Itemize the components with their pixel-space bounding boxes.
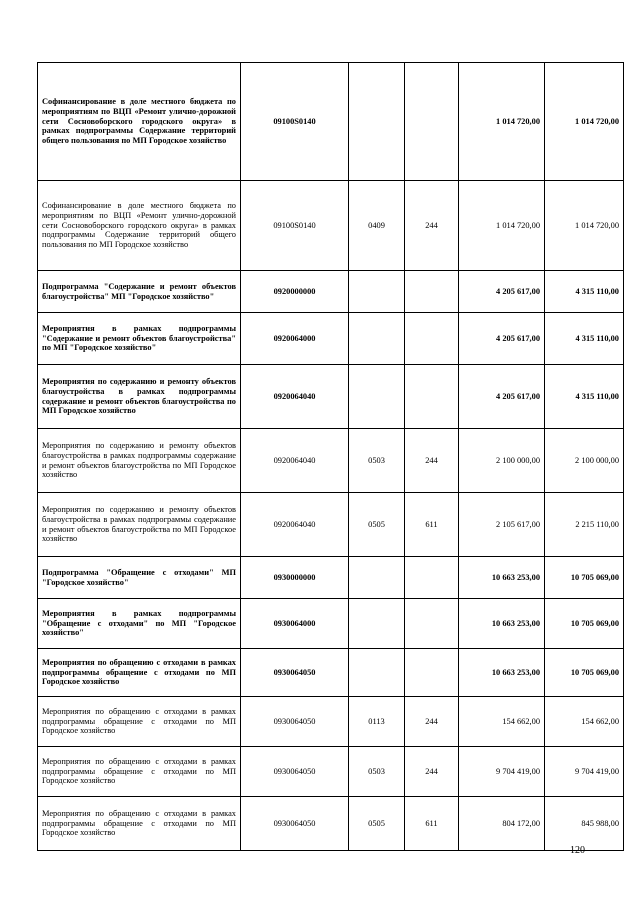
- row-name: Мероприятия по обращению с отходами в рамках подпрограммы обращение с отходами по МП Городское хозяйство: [38, 797, 241, 851]
- row-section: 0503: [349, 429, 405, 493]
- row-amount-1: 1 014 720,00: [459, 181, 545, 271]
- row-amount-2: 1 014 720,00: [545, 63, 624, 181]
- row-name: Мероприятия по обращению с отходами в рамках подпрограммы обращение с отходами по МП Городское хозяйство: [38, 697, 241, 747]
- row-section: [349, 599, 405, 649]
- row-amount-1: 9 704 419,00: [459, 747, 545, 797]
- table-row: [38, 697, 624, 747]
- row-amount-2: 845 988,00: [545, 797, 624, 851]
- row-expense-type: [405, 649, 459, 697]
- row-amount-2: 10 705 069,00: [545, 599, 624, 649]
- row-target-code: 0930000000: [241, 557, 349, 599]
- row-target-code: 0920064000: [241, 313, 349, 365]
- table-row: [38, 181, 624, 271]
- row-name: Мероприятия в рамках подпрограммы "Обращение с отходами" по МП "Городское хозяйство": [38, 599, 241, 649]
- row-amount-2: 10 705 069,00: [545, 557, 624, 599]
- table-row: [38, 271, 624, 313]
- row-amount-2: 1 014 720,00: [545, 181, 624, 271]
- row-expense-type: [405, 557, 459, 599]
- row-expense-type: 244: [405, 697, 459, 747]
- row-target-code: 0930064050: [241, 747, 349, 797]
- row-section: 0409: [349, 181, 405, 271]
- row-amount-2: 2 215 110,00: [545, 493, 624, 557]
- row-target-code: 0920064040: [241, 493, 349, 557]
- row-amount-1: 2 105 617,00: [459, 493, 545, 557]
- row-amount-2: 4 315 110,00: [545, 365, 624, 429]
- table-row: [38, 797, 624, 851]
- row-target-code: 0930064050: [241, 697, 349, 747]
- row-amount-1: 4 205 617,00: [459, 365, 545, 429]
- row-section: [349, 313, 405, 365]
- row-target-code: 09100S0140: [241, 63, 349, 181]
- row-amount-1: 2 100 000,00: [459, 429, 545, 493]
- row-expense-type: [405, 365, 459, 429]
- row-expense-type: 611: [405, 493, 459, 557]
- row-name: Подпрограмма "Содержание и ремонт объектов благоустройства" МП "Городское хозяйство": [38, 271, 241, 313]
- row-amount-2: 2 100 000,00: [545, 429, 624, 493]
- row-expense-type: [405, 271, 459, 313]
- table-row: [38, 557, 624, 599]
- table-row: [38, 429, 624, 493]
- row-section: [349, 271, 405, 313]
- row-name: Мероприятия по обращению с отходами в рамках подпрограммы обращение с отходами по МП Городское хозяйство: [38, 747, 241, 797]
- row-expense-type: [405, 63, 459, 181]
- row-target-code: 0920064040: [241, 429, 349, 493]
- row-target-code: 0930064050: [241, 649, 349, 697]
- row-expense-type: 244: [405, 747, 459, 797]
- row-expense-type: [405, 313, 459, 365]
- row-section: [349, 649, 405, 697]
- row-target-code: 09100S0140: [241, 181, 349, 271]
- row-name: Мероприятия по содержанию и ремонту объектов благоустройства в рамках подпрограммы содержание и ремонт объектов благоустройства по МП Городское хозяйство: [38, 429, 241, 493]
- row-name: Подпрограмма "Обращение с отходами" МП "Городское хозяйство": [38, 557, 241, 599]
- row-target-code: 0930064050: [241, 797, 349, 851]
- row-amount-1: 10 663 253,00: [459, 599, 545, 649]
- row-expense-type: [405, 599, 459, 649]
- row-name: Мероприятия в рамках подпрограммы "Содержание и ремонт объектов благоустройства" по МП "Городское хозяйство": [38, 313, 241, 365]
- row-section: 0503: [349, 747, 405, 797]
- row-section: [349, 63, 405, 181]
- row-name: Мероприятия по содержанию и ремонту объектов благоустройства в рамках подпрограммы содержание и ремонт объектов благоустройства по МП Городское хозяйство: [38, 365, 241, 429]
- table-row: [38, 313, 624, 365]
- page-number: 120: [570, 845, 585, 856]
- row-name: Софинансирование в доле местного бюджета по мероприятиям по ВЦП «Ремонт улично-дорожной сети Сосновоборского городского округа» в рамках подпрограммы Содержание территорий общего пользования по МП Городское хозяйство: [38, 181, 241, 271]
- row-name: Софинансирование в доле местного бюджета по мероприятиям по ВЦП «Ремонт улично-дорожной сети Сосновоборского городского округа» в рамках подпрограммы Содержание территорий общего пользования по МП Городское хозяйство: [38, 63, 241, 181]
- row-section: 0505: [349, 797, 405, 851]
- row-expense-type: 611: [405, 797, 459, 851]
- table-row: [38, 365, 624, 429]
- row-name: Мероприятия по содержанию и ремонту объектов благоустройства в рамках подпрограммы содержание и ремонт объектов благоустройства по МП Городское хозяйство: [38, 493, 241, 557]
- budget-table: [37, 62, 624, 851]
- table-row: [38, 599, 624, 649]
- row-target-code: 0930064000: [241, 599, 349, 649]
- row-amount-1: 4 205 617,00: [459, 271, 545, 313]
- row-amount-1: 1 014 720,00: [459, 63, 545, 181]
- row-target-code: 0920000000: [241, 271, 349, 313]
- table-row: [38, 649, 624, 697]
- row-amount-2: 9 704 419,00: [545, 747, 624, 797]
- row-amount-1: 10 663 253,00: [459, 649, 545, 697]
- row-amount-1: 154 662,00: [459, 697, 545, 747]
- row-amount-2: 10 705 069,00: [545, 649, 624, 697]
- row-name: Мероприятия по обращению с отходами в рамках подпрограммы обращение с отходами по МП Городское хозяйство: [38, 649, 241, 697]
- row-amount-2: 4 315 110,00: [545, 271, 624, 313]
- table-row: [38, 747, 624, 797]
- row-section: [349, 557, 405, 599]
- row-amount-1: 804 172,00: [459, 797, 545, 851]
- row-amount-1: 4 205 617,00: [459, 313, 545, 365]
- table-row: [38, 63, 624, 181]
- row-amount-2: 154 662,00: [545, 697, 624, 747]
- table-row: [38, 493, 624, 557]
- row-section: 0113: [349, 697, 405, 747]
- row-target-code: 0920064040: [241, 365, 349, 429]
- row-amount-1: 10 663 253,00: [459, 557, 545, 599]
- row-section: 0505: [349, 493, 405, 557]
- row-amount-2: 4 315 110,00: [545, 313, 624, 365]
- row-section: [349, 365, 405, 429]
- row-expense-type: 244: [405, 181, 459, 271]
- row-expense-type: 244: [405, 429, 459, 493]
